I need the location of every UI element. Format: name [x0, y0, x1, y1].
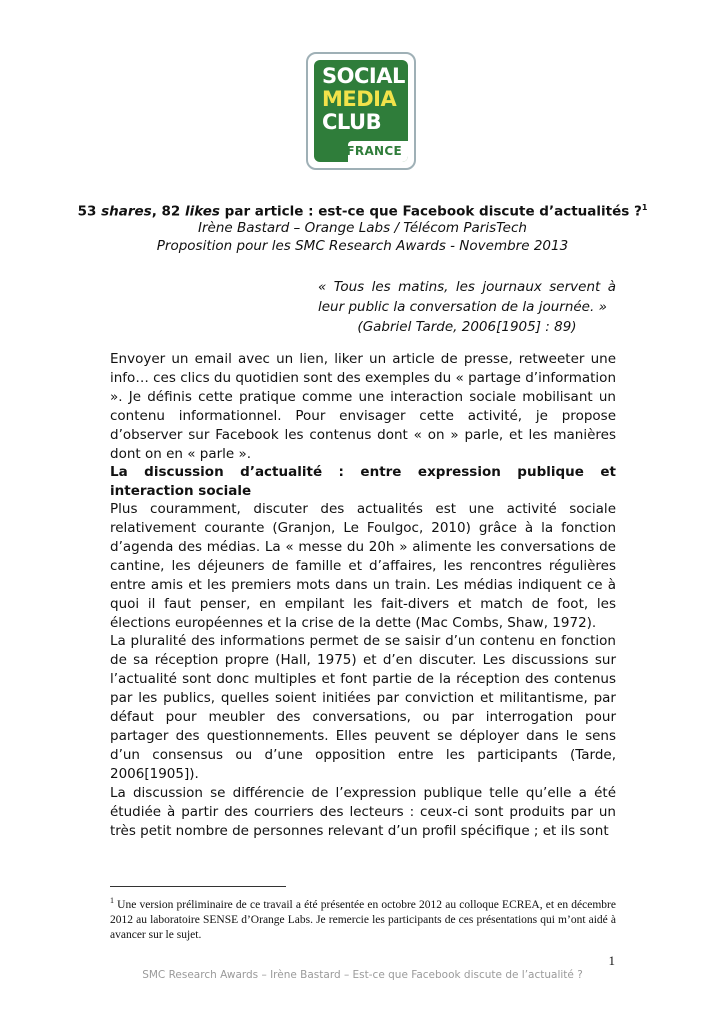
section-heading: La discussion d’actualité : entre expression publique et interaction sociale [110, 464, 616, 499]
paragraph-intro: Envoyer un email avec un lien, liker un article de presse, retweeter une info… ces clics du quotidien sont des exemples du « partage d’information ». Je définis cette pratique comme une interaction sociale mobilisant un contenu informationnel. Pour envisager cette activité, je propose d’observer sur Facebook les contenus dont « on » parle, et les manières dont on en « parle ». [110, 351, 616, 462]
logo-word-media: MEDIA [322, 87, 397, 111]
logo-word-club: CLUB [322, 110, 382, 134]
paragraph-plurality: La pluralité des informations permet de se saisir d’un contenu en fonction de sa réception propre (Hall, 1975) et d’en discuter. Les discussions sur l’actualité sont donc multiples et font partie de la réception des contenus par les publics, quelles soient initiées par conviction et militantisme, par défaut pour meubler des conversations, ou par interrogation pour partager des questionnements. Elles peuvent se déployer dans le sens d’un consensus ou d’une opposition entre les participants (Tarde, 2006[1905]). [110, 633, 616, 782]
title-mid: , 82 [151, 203, 186, 220]
logo-word-social: SOCIAL [322, 64, 405, 88]
title-shares: shares [101, 203, 152, 220]
page-number: 1 [608, 953, 615, 968]
paragraph-agenda: Plus couramment, discuter des actualités est une activité sociale relativement courante (Granjon, Le Foulgoc, 2010) grâce à la fonction d’agenda des médias. La « messe du 20h » alimente les conversations de cantine, les déjeuners de famille et d’affaires, les rencontres régulières entre amis et les premiers mots dans un train. Les médias indiquent ce à quoi il faut penser, en empilant les fait-divers et match de foot, les élections européennes et la crise de la dette (Mac Combs, Shaw, 1972). [110, 501, 616, 631]
title-footnote-ref: 1 [641, 203, 648, 212]
footnote-separator [110, 886, 286, 887]
logo-background [314, 60, 408, 162]
social-media-club-logo [306, 52, 416, 170]
logo-band [348, 141, 408, 162]
footnote-number: 1 [110, 896, 114, 905]
title-rest: par article : est-ce que Facebook discute d’actualités ? [219, 203, 642, 220]
authors-line: Irène Bastard – Orange Labs / Télécom ParisTech [198, 220, 527, 236]
paragraph-discussion: La discussion se différencie de l’expression publique telle qu’elle a été étudiée à partir des courriers des lecteurs : ceux-ci sont produits par un très petit nombre de personnes relevant d’un profil spécifique ; et ils sont [110, 785, 616, 839]
document-title [0, 203, 725, 220]
epigraph-text: « Tous les matins, les journaux servent à leur public la conversation de la journée. » [318, 279, 616, 315]
epigraph [318, 277, 616, 337]
title-likes: likes [185, 203, 220, 220]
epigraph-source: (Gabriel Tarde, 2006[1905] : 89) [357, 319, 577, 335]
footnote [110, 893, 616, 943]
logo-word-france: FRANCE [346, 144, 402, 158]
proposal-line: Proposition pour les SMC Research Awards - Novembre 2013 [156, 238, 569, 254]
page-footer: SMC Research Awards – Irène Bastard – Est-ce que Facebook discute de l’actualité ? [142, 969, 583, 981]
footnote-text: Une version préliminaire de ce travail a été présentée en octobre 2012 au colloque ECREA, et en décembre 2012 au laboratoire SENSE d’Orange Labs. Je remercie les participants de ces présentations qui m’ont aidé à avancer sur le sujet. [110, 898, 616, 941]
title-prefix: 53 [77, 203, 102, 220]
